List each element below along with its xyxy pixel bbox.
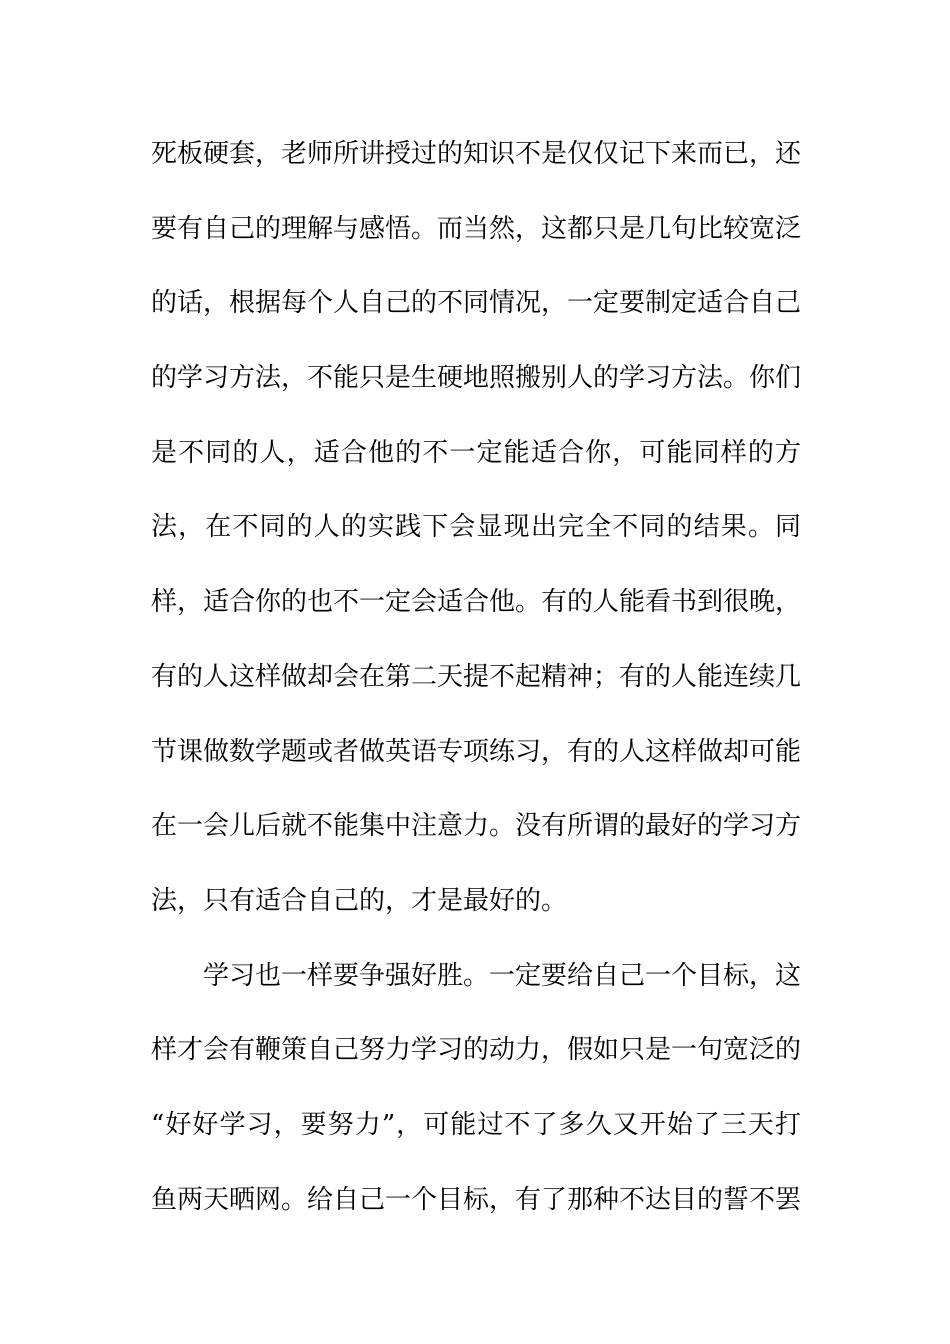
text-line: 法，在不同的人的实践下会显现出完全不同的结果。同 [151, 512, 801, 543]
text-line: 死板硬套，老师所讲授过的知识不是仅仅记下来而已，还 [151, 139, 802, 169]
paragraph-2 [151, 939, 801, 1238]
paragraph-1 [151, 117, 801, 939]
text-line: 是不同的人，适合他的不一定能适合你，可能同样的方 [151, 437, 801, 468]
text-line: 法，只有适合自己的，才是最好的。 [151, 885, 568, 916]
text-line: 的学习方法，不能只是生硬地照搬别人的学习方法。你们 [151, 363, 802, 394]
text-line: 有的人这样做却会在第二天提不起精神；有的人能连续几 [151, 661, 802, 692]
text-line: 样，适合你的也不一定会适合他。有的人能看书到很晚， [151, 587, 802, 618]
text-line: 学习也一样要争强好胜。一定要给自己一个目标，这 [203, 960, 802, 991]
text-line: 的话，根据每个人自己的不同情况，一定要制定适合自己 [151, 288, 802, 319]
text-line: “好好学习，要努力”，可能过不了多久又开始了三天打 [151, 1109, 801, 1140]
text-line: 鱼两天晒网。给自己一个目标，有了那种不达目的誓不罢 [151, 1184, 802, 1215]
text-line: 节课做数学题或者做英语专项练习，有的人这样做却可能 [151, 736, 802, 767]
body-text [151, 117, 801, 1237]
text-line: 在一会儿后就不能集中注意力。没有所谓的最好的学习方 [151, 811, 802, 842]
text-line: 要有自己的理解与感悟。而当然，这都只是几句比较宽泛 [151, 213, 802, 244]
text-line: 样才会有鞭策自己努力学习的动力，假如只是一句宽泛的 [151, 1035, 802, 1066]
